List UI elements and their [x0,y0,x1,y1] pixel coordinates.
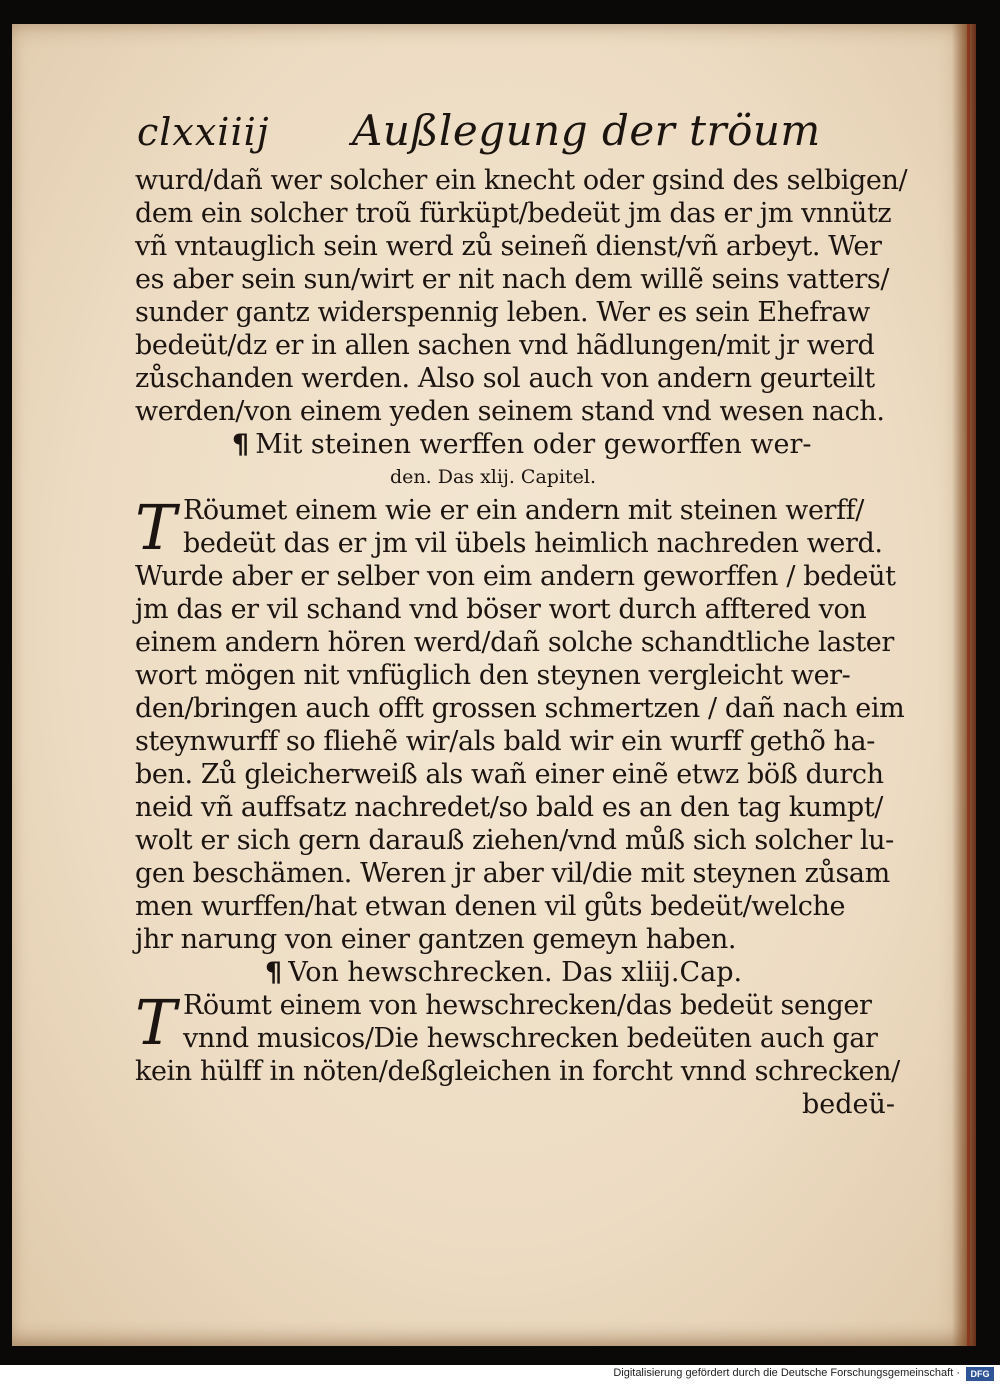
text-line: jm das er vil schand vnd böser wort durch afftered von [135,594,867,625]
text-line: werden/von einem yeden seinem stand vnd wesen nach. [135,396,885,427]
page-edge-shadow [952,24,976,1346]
text-line: steynwurff so fliehẽ wir/als bald wir ein wurff gethõ ha- [135,726,875,757]
paragraph-continued [135,164,925,428]
chapter-43 [135,956,925,1121]
pilcrow-icon: ¶ [232,429,250,460]
funding-credit: Digitalisierung gefördert durch die Deutsche Forschungsgemeinschaft · [613,1367,960,1379]
text-line: neid vñ auffsatz nachredet/so bald es an den tag kumpt/ [135,792,883,823]
text-line: gen beschämen. Weren jr aber vil/die mit steynen zůsam [135,858,890,889]
chapter-body [135,986,925,1088]
text-line: einem andern hören werd/dañ solche schandtliche laster [135,627,894,658]
text-line: vñ vntauglich sein werd zů seineñ dienst/vñ arbeyt. Wer [135,231,882,262]
chapter-body [135,491,925,956]
drop-initial: T [135,986,177,1059]
text-line: Röumt einem von hewschrecken/das bedeüt senger [183,990,872,1021]
chapter-heading-line2: den. Das xlij. Capitel. [390,466,597,488]
chapter-heading [135,956,925,989]
chapter-heading-text: Von hewschrecken. Das xliij.Cap. [288,957,743,988]
text-line: den/bringen auch offt grossen schmertzen / dañ nach eim [135,693,905,724]
text-line: men wurffen/hat etwan denen vil gůts bedeüt/welche [135,891,846,922]
text-line: zůschanden werden. Also sol auch von andern geurteilt [135,363,875,394]
folio-number: clxxiiij [137,110,270,154]
text-line: bedeüt das er jm vil übels heimlich nachreden werd. [183,528,883,559]
text-line: wurd/dañ wer solcher ein knecht oder gsind des selbigen/ [135,165,908,196]
text-line: dem ein solcher troũ fürküpt/bedeüt jm das er jm vnnütz [135,198,892,229]
running-title: Außlegung der tröum [352,106,821,155]
text-line: bedeüt/dz er in allen sachen vnd hãdlungen/mit jr werd [135,330,875,361]
footer-bar [0,1365,1000,1385]
text-line: wolt er sich gern darauß ziehen/vnd můß sich solcher lu- [135,825,894,856]
chapter-heading-text: Mit steinen werffen oder geworffen wer- [255,429,812,460]
dfg-logo: DFG [966,1367,994,1381]
text-line: sunder gantz widerspennig leben. Wer es sein Ehefraw [135,297,870,328]
pilcrow-icon: ¶ [265,957,283,988]
text-line: jhr narung von einer gantzen gemeyn haben. [135,924,737,955]
text-line: es aber sein sun/wirt er nit nach dem willẽ seins vatters/ [135,264,890,295]
text-line: vnnd musicos/Die hewschrecken bedeüten auch gar [183,1023,878,1054]
catchword: bedeü- [801,1089,895,1120]
text-line: kein hülff in nöten/deßgleichen in forcht vnnd schrecken/ [135,1056,900,1087]
text-line: ben. Zů gleicherweiß als wañ einer einẽ etwz böß durch [135,759,884,790]
drop-initial: T [135,491,177,564]
chapter-42 [135,428,925,956]
chapter-heading [135,428,925,461]
text-block [135,164,925,1121]
text-line: Wurde aber er selber von eim andern geworffen / bedeüt [135,561,896,592]
page-edge-red [967,24,970,1346]
text-line: wort mögen nit vnfüglich den steynen vergleicht wer- [135,660,851,691]
text-line: Röumet einem wie er ein andern mit steinen werff/ [183,495,864,526]
